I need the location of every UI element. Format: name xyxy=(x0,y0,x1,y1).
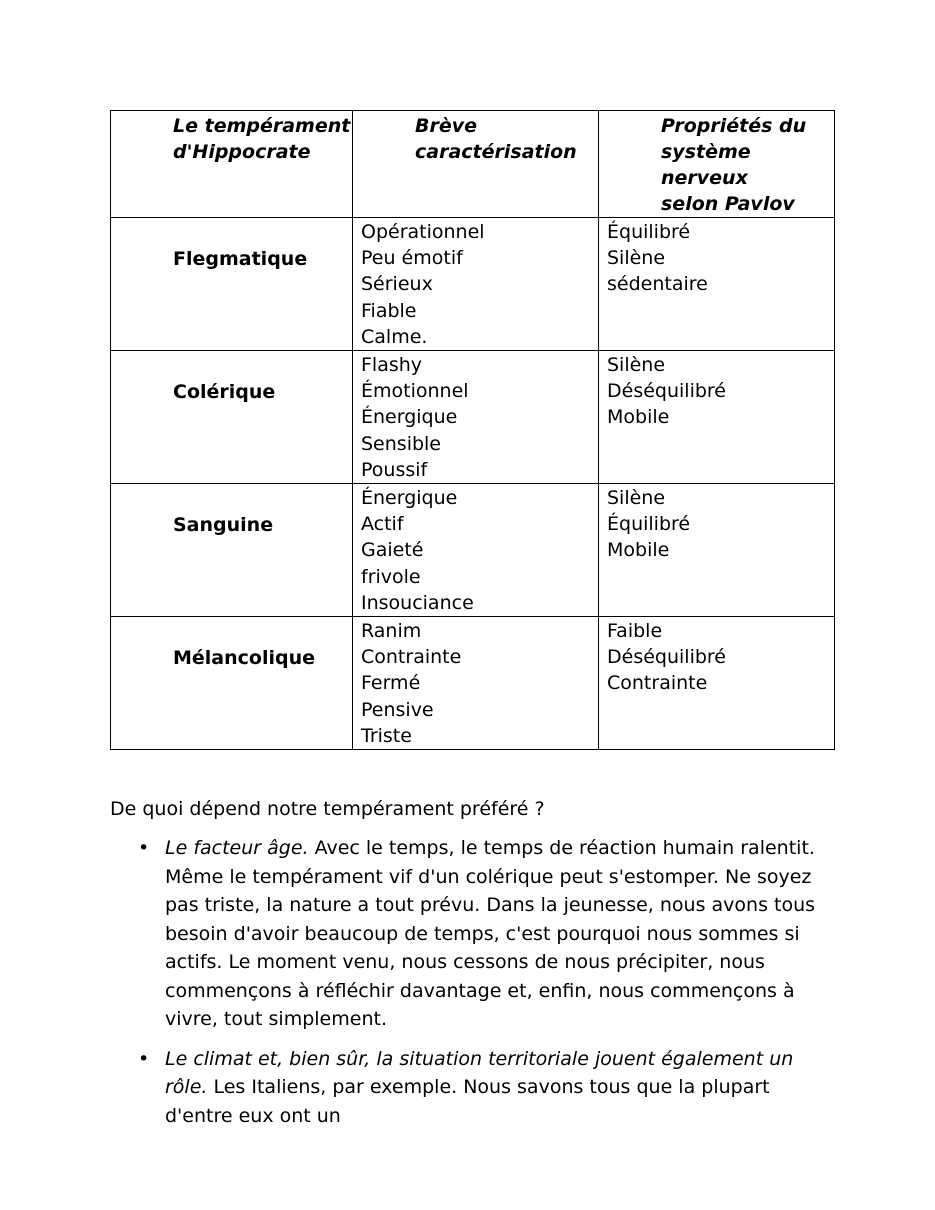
temperament-name-cell xyxy=(111,617,353,750)
trait-item: Triste xyxy=(361,724,412,747)
table-row xyxy=(111,351,835,484)
table-row xyxy=(111,218,835,351)
header-line: d'Hippocrate xyxy=(173,141,311,163)
properties-cell xyxy=(599,617,835,750)
property-item: Mobile xyxy=(607,406,670,429)
trait-item: frivole xyxy=(361,565,421,588)
bullet-icon: • xyxy=(138,1047,150,1070)
traits-cell xyxy=(353,351,599,484)
temperament-name: Sanguine xyxy=(173,514,274,537)
bullet-text: Les Italiens, par exemple. Nous savons tous que la plupart d'entre eux ont un xyxy=(165,1076,770,1127)
trait-item: Sérieux xyxy=(361,273,433,296)
properties-cell xyxy=(599,218,835,351)
bullet-lead: Le climat et, bien sûr, la situation territoriale jouent également un rôle. xyxy=(165,1047,794,1098)
properties-cell xyxy=(599,351,835,484)
trait-item: Fermé xyxy=(361,672,421,695)
trait-item: Actif xyxy=(361,513,404,536)
temperament-name: Flegmatique xyxy=(173,248,308,270)
trait-item: Ranim xyxy=(361,620,422,643)
traits-cell xyxy=(353,218,599,351)
header-line: système nerveux xyxy=(661,141,751,189)
property-item: Équilibré xyxy=(607,513,691,536)
trait-item: Insouciance xyxy=(361,591,474,614)
header-line: caractérisation xyxy=(415,141,577,163)
section-question: De quoi dépend notre tempérament préféré ? xyxy=(110,798,545,820)
property-item: Faible xyxy=(607,620,663,643)
table-header-row xyxy=(111,111,835,218)
trait-item: Poussif xyxy=(361,458,428,481)
header-line: Le tempérament xyxy=(173,115,351,137)
header-line: selon Pavlov xyxy=(661,193,795,215)
trait-item: Opérationnel xyxy=(361,221,485,243)
temperament-name: Colérique xyxy=(173,381,276,404)
temperament-name-cell xyxy=(111,351,353,484)
traits-cell xyxy=(353,484,599,617)
table-row xyxy=(111,484,835,617)
trait-item: Énergique xyxy=(361,406,458,429)
temperament-name-cell xyxy=(111,484,353,617)
bullet-list xyxy=(110,834,830,1141)
trait-item: Flashy xyxy=(361,354,423,377)
header-line: Propriétés du xyxy=(661,115,807,137)
property-item: Déséquilibré xyxy=(607,380,726,403)
trait-item: Gaieté xyxy=(361,539,424,562)
property-item: Silène xyxy=(607,354,666,377)
trait-item: Émotionnel xyxy=(361,380,469,403)
temperament-name: Mélancolique xyxy=(173,647,316,670)
property-item: Déséquilibré xyxy=(607,646,726,669)
trait-item: Peu émotif xyxy=(361,247,463,270)
trait-item: Contrainte xyxy=(361,646,462,669)
bullet-icon: • xyxy=(138,837,150,859)
bullet-text: Avec le temps, le temps de réaction humain ralentit. Même le tempérament vif d'un colérique peut s'estomper. Ne soyez pas triste, la nature a tout prévu. Dans la jeunesse, nous avons tous besoin d'avoir beaucoup de temps, c'est pourquoi nous sommes si actifs. Le moment venu, nous cessons de nous précipiter, nous commençons à réfléchir davantage et, enfin, nous commençons à vivre, tout simplement. xyxy=(165,837,816,1030)
trait-item: Calme. xyxy=(361,325,428,348)
list-item xyxy=(110,1045,830,1131)
list-item xyxy=(110,834,830,1034)
bullet-lead: Le facteur âge. xyxy=(165,837,309,859)
table-row xyxy=(111,617,835,750)
trait-item: Sensible xyxy=(361,432,441,455)
header-cell-characterisation xyxy=(353,111,599,218)
temperament-table xyxy=(110,110,835,750)
property-item: sédentaire xyxy=(607,273,708,296)
trait-item: Pensive xyxy=(361,698,434,721)
temperament-name-cell xyxy=(111,218,353,351)
properties-cell xyxy=(599,484,835,617)
header-line: Brève xyxy=(415,115,478,137)
property-item: Contrainte xyxy=(607,672,708,695)
trait-item: Fiable xyxy=(361,299,417,322)
property-item: Mobile xyxy=(607,539,670,562)
traits-cell xyxy=(353,617,599,750)
property-item: Silène xyxy=(607,247,666,270)
header-cell-pavlov-properties xyxy=(599,111,835,218)
header-cell-temperament xyxy=(111,111,353,218)
trait-item: Énergique xyxy=(361,487,458,510)
property-item: Silène xyxy=(607,487,666,510)
property-item: Équilibré xyxy=(607,221,691,243)
